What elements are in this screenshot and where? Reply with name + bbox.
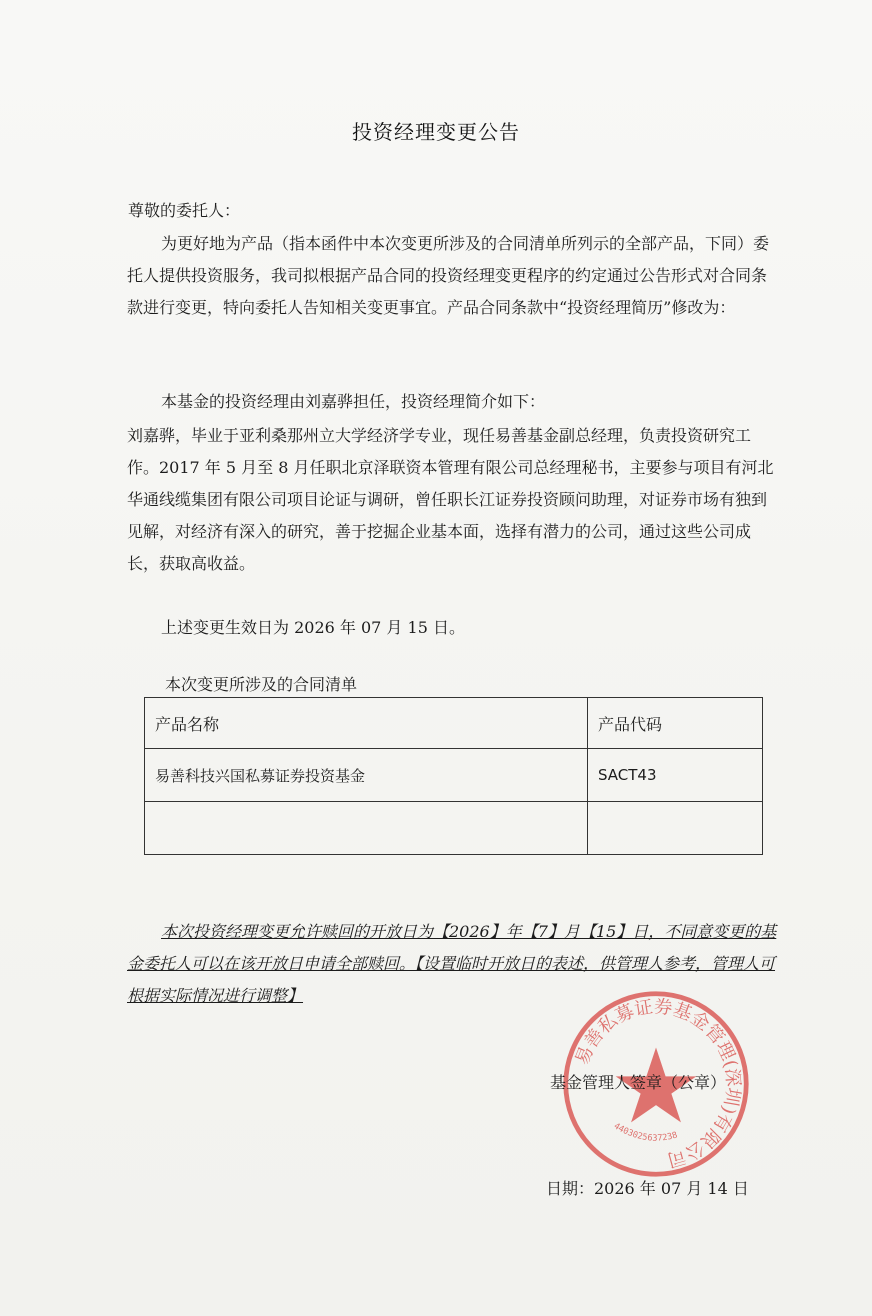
- seal-company-name: 易善私募证券基金管理(深圳)有限公司: [571, 996, 744, 1171]
- redemption-notice-text: 本次投资经理变更允许赎回的开放日为【2026】年【7】月【15】日，不同意变更的基金委托人可以在该开放日申请全部赎回。【设置临时开放日的表述，供管理人参考，管理人可根据实际情况进行调整】: [127, 922, 777, 1005]
- seal-code: 4403025637238: [611, 1121, 679, 1144]
- table-row: [145, 749, 763, 802]
- page-title: 投资经理变更公告: [352, 120, 520, 144]
- signature-label: 基金管理人签章（公章）: [550, 1073, 727, 1092]
- cell-product-code: [588, 802, 763, 855]
- header-product-name: 产品名称: [145, 698, 588, 749]
- cell-product-code: SACT43: [588, 749, 763, 802]
- contract-table: [144, 697, 763, 855]
- manager-bio-paragraph: 刘嘉骅，毕业于亚利桑那州立大学经济学专业，现任易善基金副总经理，负责投资研究工作。2017 年 5 月至 8 月任职北京泽联资本管理有限公司总经理秘书，主要参与项目有河北华通线缆集团有限公司项目论证与调研，曾任职长江证券投资顾问助理，对证券市场有独到见解，对经济有深入的研究，善于挖掘企业基本面，选择有潜力的公司，通过这些公司成长，获取高收益。: [127, 426, 774, 573]
- effective-date-paragraph: 上述变更生效日为 2026 年 07 月 15 日。: [161, 618, 465, 637]
- contract-list-title: 本次变更所涉及的合同清单: [165, 675, 358, 694]
- salutation: 尊敬的委托人：: [128, 201, 241, 220]
- sign-date: 日期：2026 年 07 月 14 日: [546, 1179, 749, 1198]
- table-header-row: [145, 698, 763, 749]
- table-row: [145, 802, 763, 855]
- cell-product-name: [145, 802, 588, 855]
- header-product-code: 产品代码: [588, 698, 763, 749]
- intro-paragraph: 为更好地为产品（指本函件中本次变更所涉及的合同清单所列示的全部产品，下同）委托人提供投资服务，我司拟根据产品合同的投资经理变更程序的约定通过公告形式对合同条款进行变更，特向委托人告知相关变更事宜。产品合同条款中“投资经理简历”修改为：: [127, 234, 770, 317]
- cell-product-name: 易善科技兴国私募证券投资基金: [145, 749, 588, 802]
- manager-intro-paragraph: 本基金的投资经理由刘嘉骅担任，投资经理简介如下：: [161, 392, 546, 411]
